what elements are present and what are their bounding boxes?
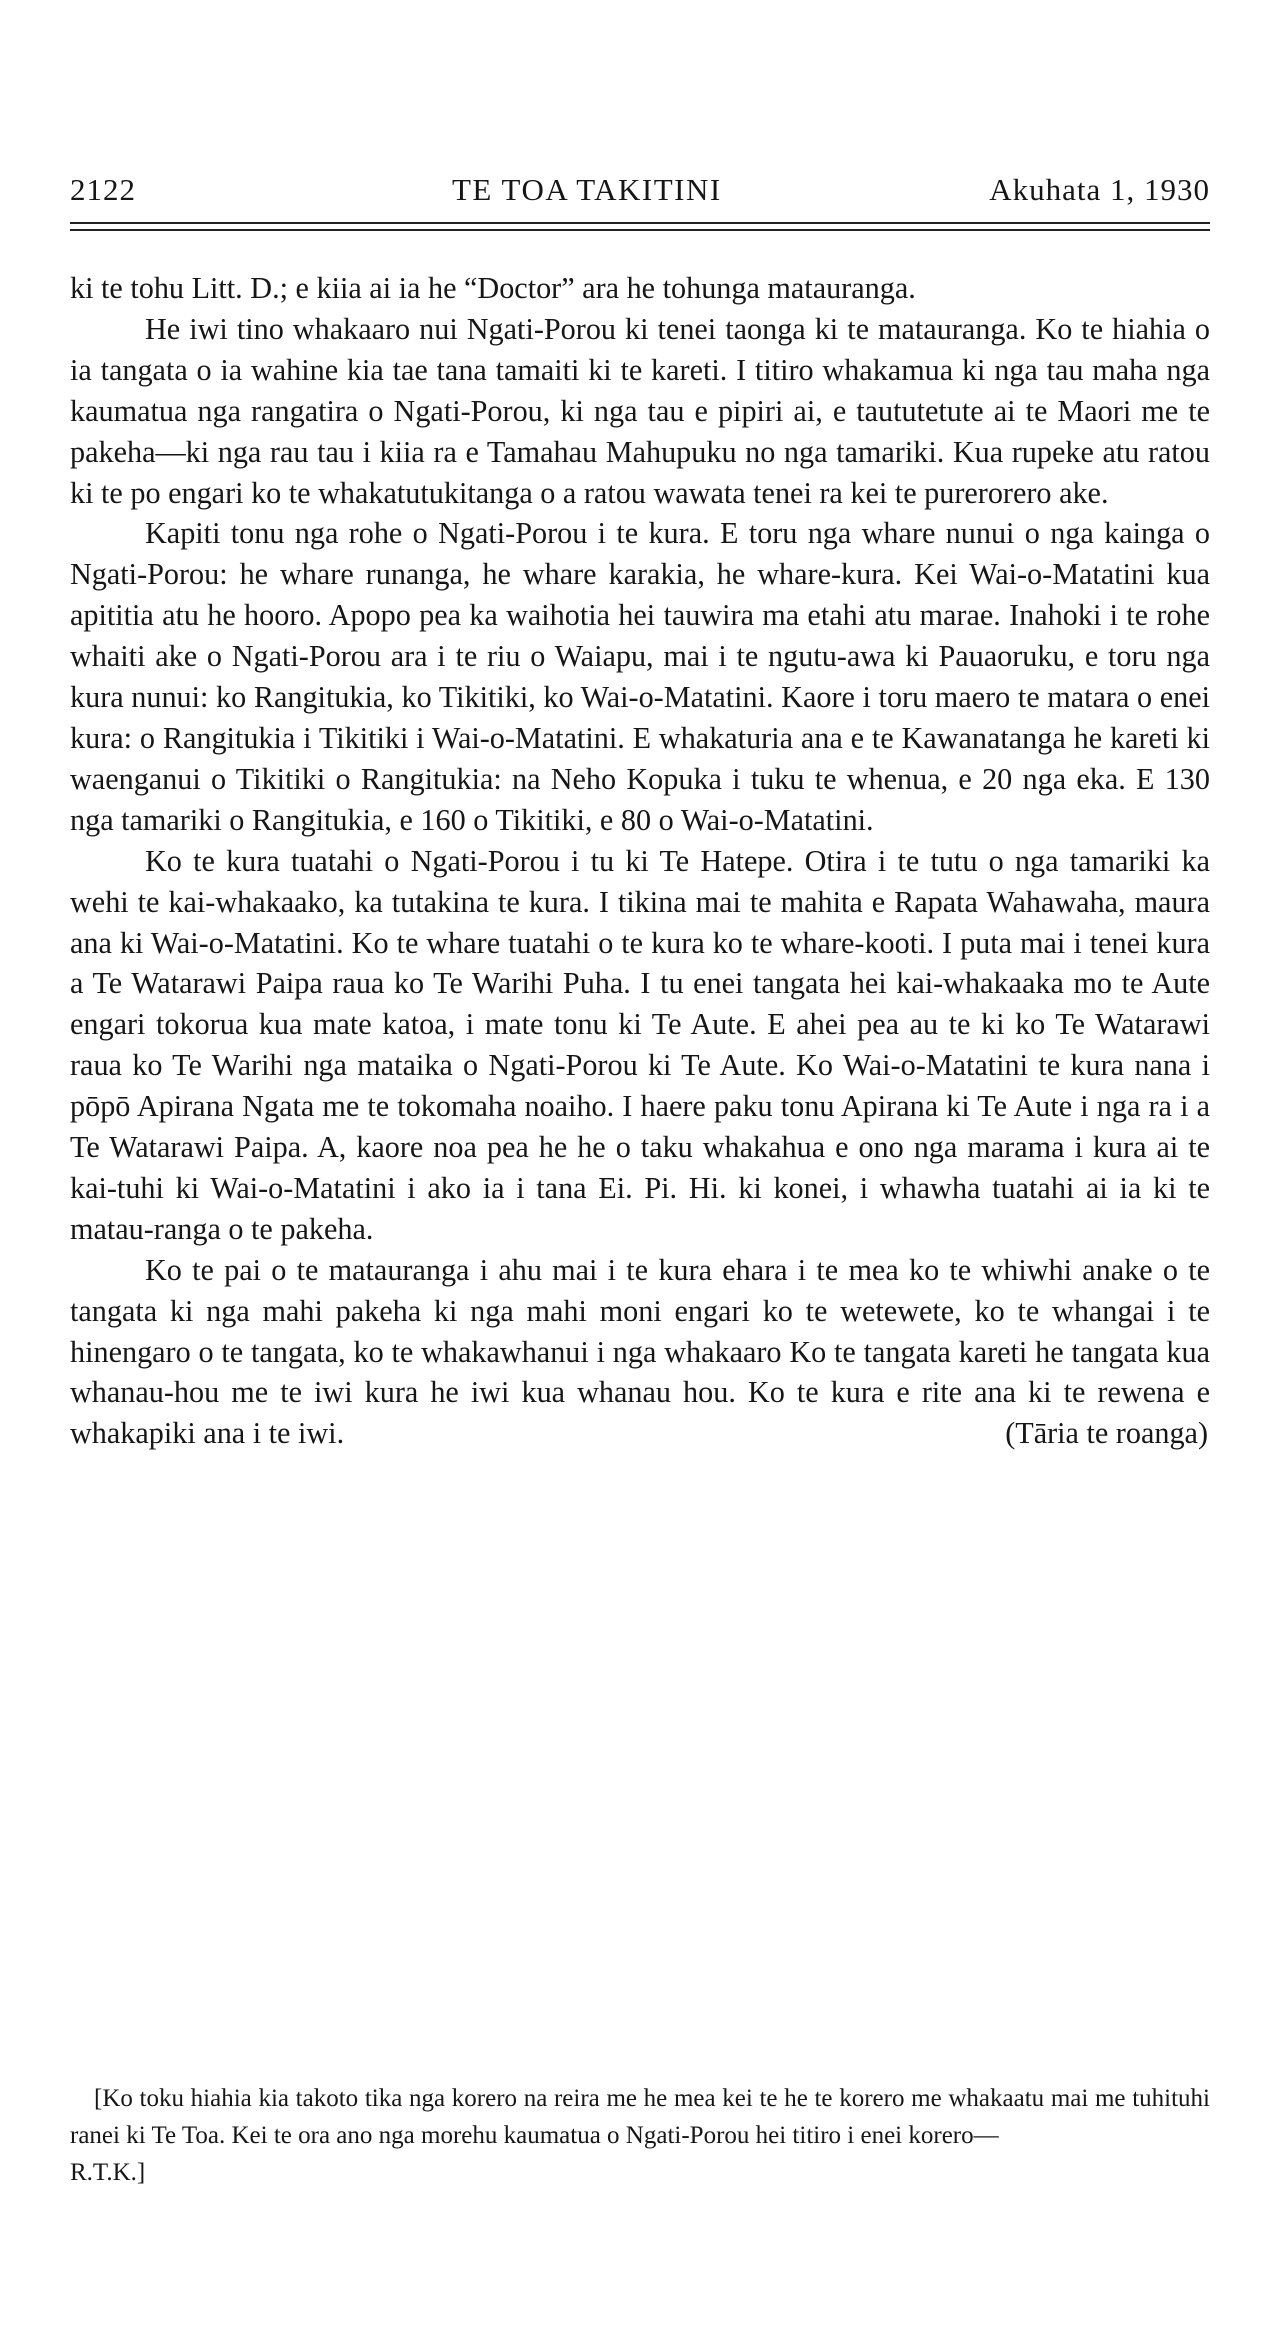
page-number: 2122 bbox=[70, 172, 136, 207]
newspaper-page bbox=[70, 0, 1210, 2338]
header-rule-top bbox=[70, 222, 1210, 224]
paragraph: Ko te kura tuatahi o Ngati-Porou i tu ki Te Hatepe. Otira i te tutu o nga tamariki ka wehi te kai-whakaako, ka tutakina te kura. I tikina mai te mahita e Rapata Wahawaha, maura ana ki Wai-o-Matatini. Ko te whare tuatahi o te kura ko te whare-kooti. I puta mai i tenei kura a Te Watarawi Paipa raua ko Te Warihi Puha. I tu enei tangata hei kai-whakaaka mo te Aute engari tokorua kua mate katoa, i mate tonu ki Te Aute. E ahei pea au te ki ko Te Watarawi raua ko Te Warihi nga mataika o Ngati-Porou ki Te Aute. Ko Wai-o-Matatini te kura nana i pōpō Apirana Ngata me te tokomaha noaiho. I haere paku tonu Apirana ki Te Aute i nga ra i a Te Watarawi Paipa. A, kaore noa pea he he o taku whakahua e ono nga marama i kura ai te kai-tuhi ki Wai-o-Matatini i ako ia i tana Ei. Pi. Hi. ki konei, i whawha tuatahi ai ia ki te matau-ranga o te pakeha. bbox=[70, 843, 1210, 1246]
header-rule-bottom bbox=[70, 229, 1210, 231]
editor-note bbox=[70, 2080, 1210, 2191]
paragraph-continued: ki te tohu Litt. D.; e kiia ai ia he “Doctor” ara he tohunga matauranga. bbox=[70, 271, 916, 305]
issue-date: Akuhata 1, 1930 bbox=[989, 172, 1210, 207]
page-header bbox=[70, 172, 1210, 216]
paragraph: Kapiti tonu nga rohe o Ngati-Porou i te kura. E toru nga whare nunui o nga kainga o Ngati-Porou: he whare runanga, he whare karakia, he whare-kura. Kei Wai-o-Matatini kua apititia atu he hooro. Apopo pea ka waihotia hei tauwira ma etahi atu marae. Inahoki i te rohe whaiti ake o Ngati-Porou ara i te riu o Waiapu, mai i te ngutu-awa ki Pauaoruku, e toru nga kura nunui: ko Rangitukia, ko Tikitiki, ko Wai-o-Matatini. Kaore i toru maero te matara o enei kura: o Rangitukia i Tikitiki i Wai-o-Matatini. E whakaturia ana e te Kawanatanga he kareti ki waenganui o Tikitiki o Rangitukia: na Neho Kopuka i tuku te whenua, e 20 nga eka. E 130 nga tamariki o Rangitukia, e 160 o Tikitiki, e 80 o Wai-o-Matatini. bbox=[70, 516, 1210, 837]
paragraph-last bbox=[70, 1250, 1210, 1455]
paragraph: He iwi tino whakaaro nui Ngati-Porou ki tenei taonga ki te matauranga. Ko te hiahia o ia tangata o ia wahine kia tae tana tamaiti ki te kareti. I titiro whakamua ki nga tau maha nga kaumatua nga rangatira o Ngati-Porou, ki nga tau e pipiri ai, e taututetute ai te Maori me te pakeha—ki nga rau tau i kiia ra e Tamahau Mahupuku no nga tamariki. Kua rupeke atu ratou ki te po engari ko te whakatutukitanga o a ratou wawata tenei ra kei te purerorero ake. bbox=[70, 311, 1210, 510]
continued-notice: (Tāria te roanga) bbox=[1005, 1416, 1208, 1451]
editor-note-text: [Ko toku hiahia kia takoto tika nga korero na reira me he mea kei te he te korero me whakaatu mai me tuhituhi ranei ki Te Toa. Kei te ora ano nga morehu kaumatua o Ngati-Porou hei titiro i enei korero— bbox=[70, 2085, 1210, 2149]
paragraph-text: Ko te pai o te matauranga i ahu mai i te kura ehara i te mea ko te whiwhi anake o te tangata ki nga mahi pakeha ki nga mahi moni engari ko te wetewete, ko te whangai i te hinengaro o te tangata, ko te whakawhanui i nga whakaaro Ko te tangata kareti he tangata kua whanau-hou me te iwi kura he iwi kua whanau hou. Ko te kura e rite ana ki te rewena e whakapiki ana i te iwi. bbox=[70, 1252, 1210, 1451]
publication-title: TE TOA TAKITINI bbox=[452, 172, 722, 207]
editor-note-credit: R.T.K.] bbox=[70, 2159, 146, 2186]
article-body bbox=[70, 268, 1210, 1454]
